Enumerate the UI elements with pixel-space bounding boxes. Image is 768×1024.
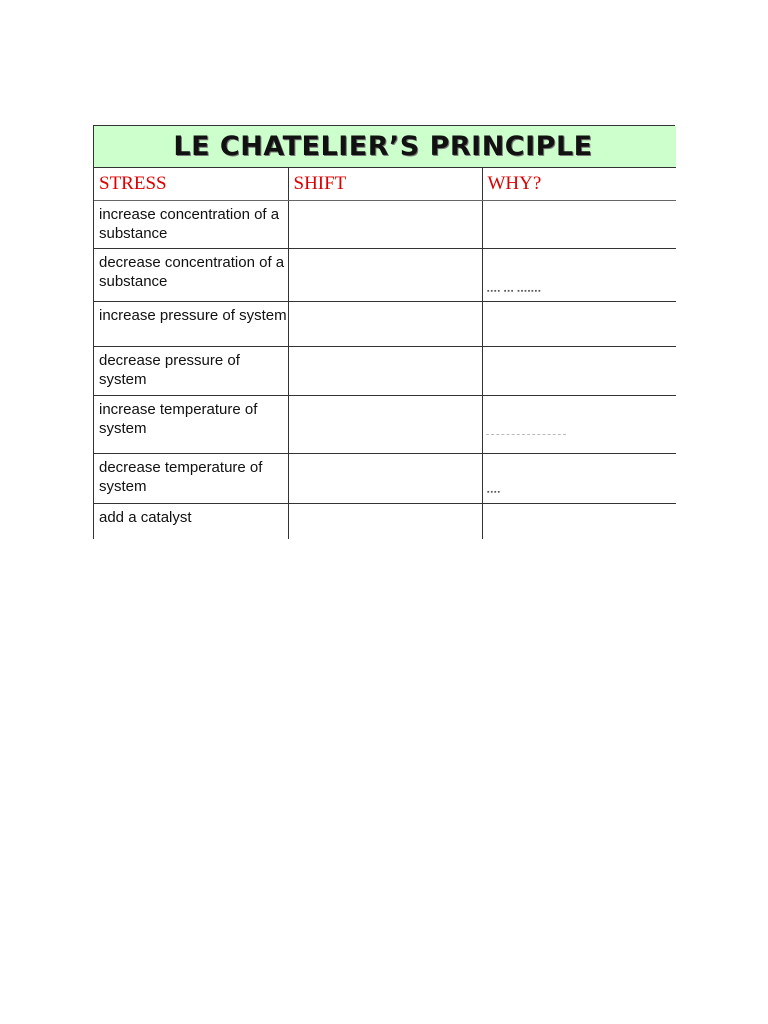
stress-cell: decrease pressure of system (94, 346, 288, 395)
why-cell[interactable] (482, 503, 676, 539)
shift-cell[interactable] (288, 346, 482, 395)
shift-cell[interactable] (288, 395, 482, 453)
stress-cell: decrease temperature of system (94, 453, 288, 503)
worksheet (93, 125, 675, 539)
shift-cell[interactable] (288, 503, 482, 539)
why-cell[interactable] (482, 200, 676, 248)
faint-line (486, 434, 566, 435)
why-cell[interactable] (482, 346, 676, 395)
stress-cell: increase pressure of system (94, 301, 288, 346)
table-row (94, 301, 676, 346)
header-why: WHY? (482, 168, 676, 200)
shift-cell[interactable] (288, 453, 482, 503)
table-row (94, 395, 676, 453)
scan-artifact: ▪▪▪▪ (487, 489, 501, 496)
stress-cell: add a catalyst (99, 508, 192, 526)
worksheet-title: LE CHATELIER’S PRINCIPLE (173, 131, 593, 162)
scan-artifact: ▪▪▪▪ ▪▪▪ ▪▪▪▪▪▪▪ (487, 288, 542, 295)
stress-cell: increase temperature of system (94, 395, 288, 453)
title-bar (94, 126, 676, 168)
shift-cell[interactable] (288, 248, 482, 301)
table-row (94, 346, 676, 395)
why-cell[interactable] (482, 395, 676, 453)
table-row (94, 248, 676, 301)
why-cell[interactable] (482, 301, 676, 346)
shift-cell[interactable] (288, 301, 482, 346)
why-cell[interactable] (482, 453, 676, 503)
table-row (94, 200, 676, 248)
shift-cell[interactable] (288, 200, 482, 248)
header-stress: STRESS (94, 168, 288, 200)
header-shift: SHIFT (288, 168, 482, 200)
stress-cell: decrease concentration of a substance (94, 248, 288, 301)
stress-shift-table (94, 168, 676, 539)
stress-cell: increase concentration of a substance (94, 200, 288, 248)
table-header-row (94, 168, 676, 200)
table-row (94, 503, 676, 539)
table-row (94, 453, 676, 503)
